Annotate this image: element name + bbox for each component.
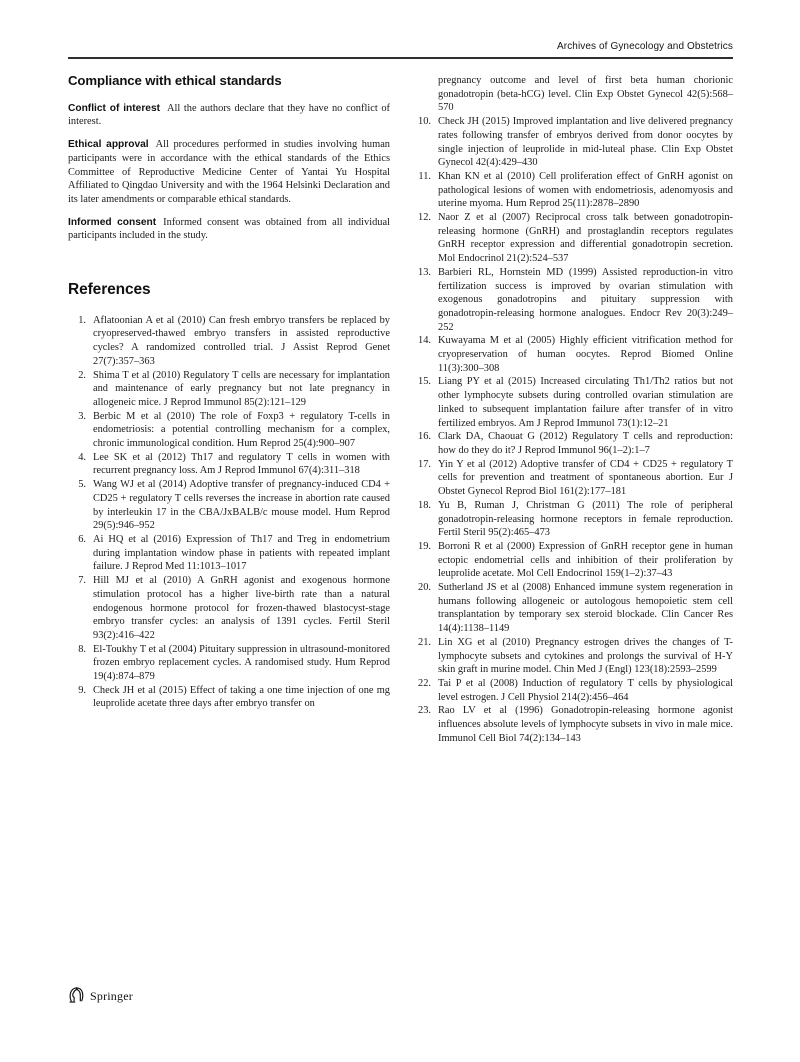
- reference-number: 4.: [78, 451, 86, 463]
- reference-text: El-Toukhy T et al (2004) Pituitary suppression in ultrasound-monitored frozen embryo replacement cycles. A randomised study. Hum Reprod 19(4):874–879: [93, 643, 390, 683]
- publisher-name: Springer: [90, 989, 133, 1003]
- reference-item: [68, 451, 390, 478]
- paragraph-label: Ethical approval: [68, 139, 149, 151]
- reference-item: [413, 581, 733, 636]
- reference-number: 8.: [78, 643, 86, 655]
- reference-text: Ai HQ et al (2016) Expression of Th17 and Treg in endometrium during implantation window phase in patients with repeated implant failure. J Reprod Med 11:1013–1017: [93, 533, 390, 573]
- references-section-title: References: [68, 281, 151, 299]
- compliance-section-title: Compliance with ethical standards: [68, 73, 282, 88]
- reference-text: Check JH (2015) Improved implantation and live delivered pregnancy rates following transfer of embryos derived from donor oocytes by single injection of leuprolide in mid-luteal phase. Clin Exp Obstet Gynecol 42(4):429–430: [438, 116, 733, 169]
- reference-item: [413, 458, 733, 499]
- reference-number: 15.: [418, 376, 431, 388]
- reference-item: [413, 266, 733, 335]
- page-header: [0, 0, 800, 59]
- springer-horse-icon: [68, 985, 84, 1008]
- reference-number: 13.: [418, 266, 431, 278]
- reference-item: [413, 540, 733, 581]
- reference-text: Lin XG et al (2010) Pregnancy estrogen drives the changes of T-lymphocyte subsets and cytokines and prolongs the survival of H-Y skin graft in murine model. Chin Med J (Engl) 123(18):2593–2599: [438, 636, 733, 676]
- reference-text: Borroni R et al (2000) Expression of GnRH receptor gene in human ectopic endometrial cells and inhibition of their proliferation by leuprolide acetate. Mol Cell Endocrinol 159(1–2):37–43: [438, 540, 733, 580]
- reference-number: 17.: [418, 458, 431, 470]
- right-column: [413, 74, 733, 745]
- reference-9-continuation: pregnancy outcome and level of first beta human chorionic gonadotropin (beta-hCG) level. Clin Exp Obstet Gynecol 42(5):568–570: [438, 75, 733, 114]
- reference-item: [68, 533, 390, 574]
- reference-number: 21.: [418, 636, 431, 648]
- reference-text: Clark DA, Chaouat G (2012) Regulatory T cells and reproduction: how do they do it? J Reprod Immunol 96(1–2):1–7: [438, 431, 733, 456]
- paragraph-label: Conflict of interest: [68, 102, 161, 114]
- paragraph-text: Informed consent was obtained from all individual participants included in the study.: [68, 216, 390, 242]
- reference-text: Aflatoonian A et al (2010) Can fresh embryo transfers be replaced by cryopreserved-thawed embryo transfers in assisted reproductive cycles? A randomized controlled trial. J Assist Reprod Genet 27(7):357–363: [93, 314, 390, 367]
- reference-number: 1.: [78, 314, 86, 326]
- reference-item: [413, 704, 733, 745]
- compliance-paragraph: [68, 102, 390, 129]
- reference-number: 12.: [418, 212, 431, 224]
- reference-text: Wang WJ et al (2014) Adoptive transfer of pregnancy-induced CD4 + CD25 + regulatory T cells reverses the increase in abortion rate caused by interleukin 17 in the CBA/JxBALB/c mouse model. Hum Reprod 29(5):946–952: [93, 479, 390, 532]
- reference-number: 7.: [78, 575, 86, 587]
- reference-list-left: [68, 314, 390, 711]
- reference-text: Rao LV et al (1996) Gonadotropin-releasing hormone agonist influences absolute levels of lymphocyte subsets in vivo in male mice. Immunol Cell Biol 74(2):134–143: [438, 705, 733, 744]
- reference-number: 6.: [78, 533, 86, 545]
- reference-item: [68, 478, 390, 533]
- reference-item: [413, 115, 733, 170]
- reference-number: 23.: [418, 705, 431, 717]
- reference-number: 19.: [418, 540, 431, 552]
- reference-item: [413, 211, 733, 266]
- reference-item: [413, 430, 733, 457]
- reference-text: Khan KN et al (2010) Cell proliferation effect of GnRH agonist on pathological lesions of women with endometriosis, adenomyosis and uterine myoma. Hum Reprod 25(11):2878–2890: [438, 170, 733, 210]
- reference-text: Kuwayama M et al (2005) Highly efficient vitrification method for cryopreservation of human oocytes. Reprod Biomed Online 11(3):300–308: [438, 335, 733, 374]
- reference-text: Berbic M et al (2010) The role of Foxp3 + regulatory T-cells in endometriosis: a potential controlling mechanism for a complex, chronic immunological condition. Hum Reprod 25(4):900–907: [93, 410, 390, 450]
- reference-item: [68, 574, 390, 643]
- reference-text: Yu B, Ruman J, Christman G (2011) The role of peripheral gonadotropin-releasing hormone receptors in female reproduction. Fertil Steril 95(2):465–473: [438, 499, 733, 539]
- reference-number: 2.: [78, 369, 86, 381]
- reference-text: Naor Z et al (2007) Reciprocal cross talk between gonadotropin-releasing hormone (GnRH) and prostaglandin receptors regulates GnRH receptor expression and differential gonadotropin secretion. Mol Endocrinol 21(2):524–537: [438, 212, 733, 265]
- reference-number: 10.: [418, 116, 431, 128]
- reference-number: 20.: [418, 582, 431, 594]
- running-head-journal-title: Archives of Gynecology and Obstetrics: [557, 41, 733, 52]
- compliance-paragraph: [68, 138, 390, 207]
- reference-number: 11.: [418, 170, 431, 182]
- reference-item: [413, 636, 733, 677]
- reference-text: Liang PY et al (2015) Increased circulating Th1/Th2 ratios but not other lymphocyte subsets during controlled ovarian stimulation are linked to subsequent implantation failure after transfer of in vitro fertilized embryos. Am J Reprod Immunol 73(1):12–21: [438, 376, 733, 429]
- reference-item: [413, 499, 733, 540]
- reference-item: [68, 369, 390, 410]
- compliance-paragraph: [68, 216, 390, 243]
- reference-item: [413, 334, 733, 375]
- reference-item: [413, 375, 733, 430]
- paragraph-text: All the authors declare that they have no conflict of interest.: [68, 102, 390, 128]
- paragraph-label: Informed consent: [68, 216, 157, 228]
- reference-number: 18.: [418, 499, 431, 511]
- reference-item: [68, 314, 390, 369]
- reference-text: Barbieri RL, Hornstein MD (1999) Assisted reproduction-in vitro fertilization success is improved by ovarian stimulation with exogenous gonadotropins and pituitary suppression with gonadotropin-releasing hormone analogues. Endocr Rev 20(3):249–252: [438, 266, 733, 333]
- reference-text: Check JH et al (2015) Effect of taking a one time injection of one mg leuprolide acetate three days after embryo transfer on: [93, 684, 390, 710]
- reference-number: 16.: [418, 431, 431, 443]
- paragraph-text: All procedures performed in studies involving human participants were in accordance with the ethical standards of the Ethics Committee of Reproductive Medicine Center of Yantai Yu Hospital Affiliated to Qingdao University and with the 1964 Helsinki Declaration and its later amendments or comparable ethical standards.: [68, 139, 390, 205]
- reference-number: 22.: [418, 677, 431, 689]
- reference-text: Tai P et al (2008) Induction of regulatory T cells by physiological level estrogen. J Cell Physiol 214(2):456–464: [438, 677, 733, 703]
- header-rule: [68, 57, 733, 59]
- reference-item: [68, 643, 390, 684]
- reference-number: 3.: [78, 410, 86, 422]
- reference-text: Sutherland JS et al (2008) Enhanced immune system regeneration in humans following allogeneic or autologous hemopoietic stem cell transplantation by temporary sex steroid blockade. Clin Cancer Res 14(4):1138–1149: [438, 582, 733, 635]
- reference-item: [413, 677, 733, 704]
- reference-number: 9.: [78, 684, 86, 696]
- reference-text: Yin Y et al (2012) Adoptive transfer of CD4 + CD25 + regulatory T cells for prevention and treatment of spontaneous abortion. Eur J Obstet Gynecol Reprod Biol 161(2):177–181: [438, 458, 733, 498]
- reference-list-right: [413, 115, 733, 745]
- two-column-body: [68, 74, 733, 745]
- reference-text: Lee SK et al (2012) Th17 and regulatory T cells in women with recurrent pregnancy loss. Am J Reprod Immunol 67(4):311–318: [93, 451, 390, 477]
- compliance-paragraphs: [68, 102, 390, 243]
- reference-item: [413, 170, 733, 211]
- reference-text: Hill MJ et al (2010) A GnRH agonist and exogenous hormone stimulation protocol has a higher live-birth rate than a natural endogenous hormone protocol for frozen-thawed blastocyst-stage embryo transfer cycles: an analysis of 1391 cycles. Fertil Steril 93(2):416–422: [93, 575, 390, 641]
- reference-item: [68, 684, 390, 711]
- left-column: [68, 74, 390, 745]
- page-footer: [68, 985, 133, 1008]
- reference-number: 5.: [78, 479, 86, 491]
- reference-item: [68, 410, 390, 451]
- reference-text: Shima T et al (2010) Regulatory T cells are necessary for implantation and maintenance of early pregnancy but not late pregnancy in allogeneic mice. J Reprod Immunol 85(2):121–129: [93, 369, 390, 408]
- reference-number: 14.: [418, 335, 431, 347]
